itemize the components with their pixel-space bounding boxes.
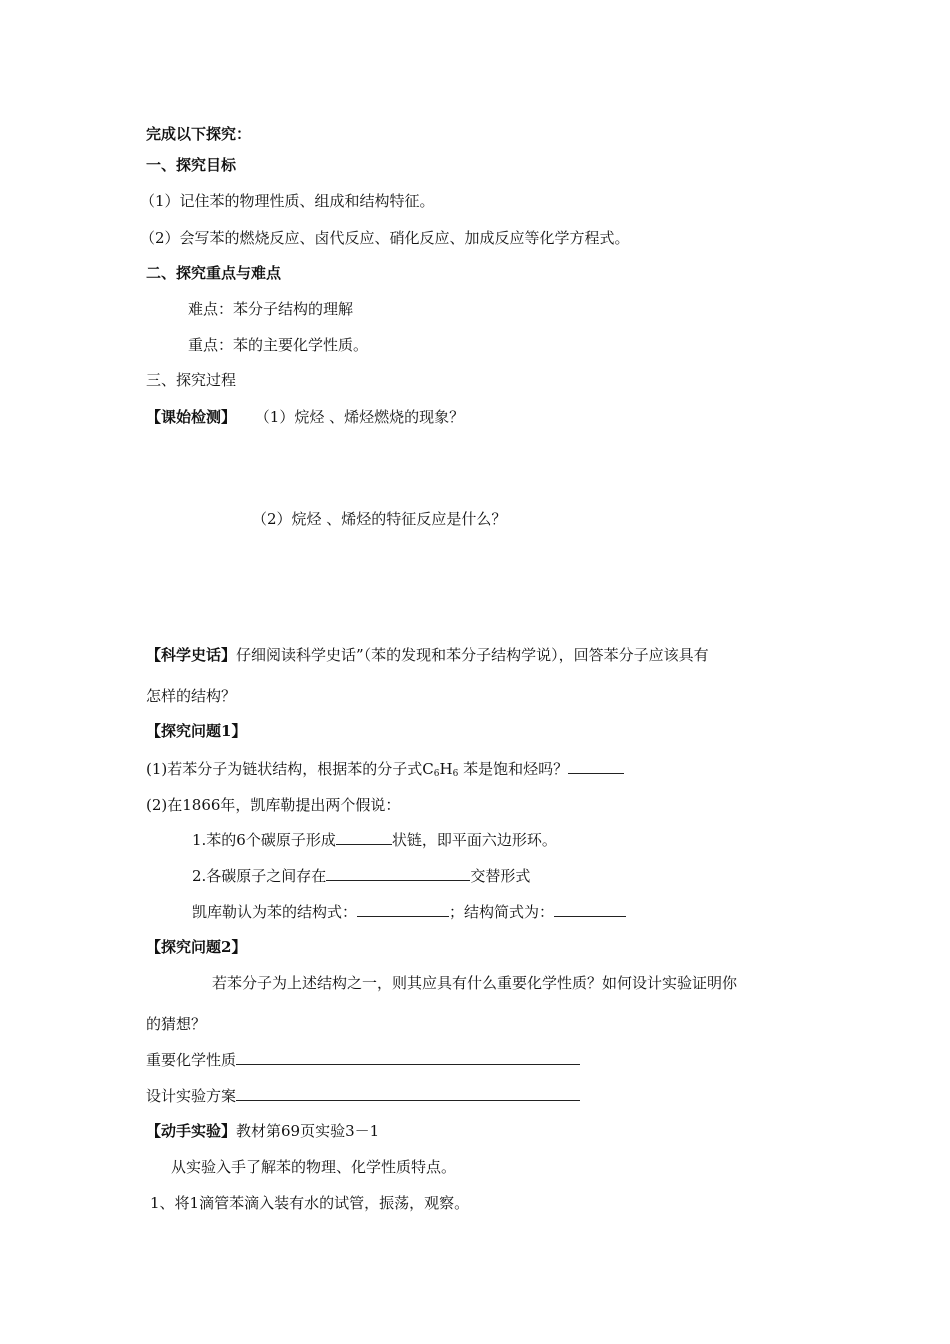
history-text-2: 怎样的结构？ bbox=[146, 687, 237, 705]
q1-text-a: (1)若苯分子为链状结构，根据苯的分子式C bbox=[146, 760, 434, 778]
answer-line-chemical-property[interactable] bbox=[236, 1050, 580, 1065]
hypothesis-1-text-a: 1.苯的6个碳原子形成 bbox=[192, 831, 336, 849]
hypothesis-1 bbox=[192, 830, 557, 850]
section-3-heading: 三、探究过程 bbox=[146, 371, 237, 389]
problem-1-question-2: (2)在1866年，凯库勒提出两个假说： bbox=[146, 796, 401, 814]
q1-subscript-2: 6 bbox=[452, 769, 459, 779]
problem-1-question-1 bbox=[146, 759, 624, 784]
kekule-formula-row bbox=[192, 902, 626, 922]
history-text-1: 仔细阅读科学史话”（苯的发现和苯分子结构学说），回答苯分子应该具有 bbox=[236, 646, 709, 664]
experiment-row bbox=[146, 1121, 379, 1141]
experiment-label: 【动手实验】 bbox=[146, 1122, 237, 1140]
problem-2-text-2: 的猜想？ bbox=[146, 1015, 207, 1033]
check-label: 【课始检测】 bbox=[146, 408, 237, 426]
section-1-heading: 一、探究目标 bbox=[146, 156, 237, 174]
check-row bbox=[146, 407, 464, 427]
hypothesis-2-text-a: 2.各碳原子之间存在 bbox=[192, 867, 327, 885]
goal-item-2: （2）会写苯的燃烧反应、卤代反应、硝化反应、加成反应等化学方程式。 bbox=[140, 229, 630, 247]
problem-2-label: 【探究问题2】 bbox=[146, 938, 247, 956]
check-question-2: （2）烷烃 、烯烃的特征反应是什么？ bbox=[252, 510, 507, 528]
section-2-heading: 二、探究重点与难点 bbox=[146, 264, 282, 282]
q1-text-b: H bbox=[439, 760, 453, 778]
check-question-1: （1）烷烃 、烯烃燃烧的现象？ bbox=[254, 408, 465, 426]
experiment-text-2: 1、将1滴管苯滴入装有水的试管，振荡，观察。 bbox=[150, 1194, 470, 1212]
difficulty-text: 难点：苯分子结构的理解 bbox=[188, 300, 354, 318]
answer-line-experiment-plan[interactable] bbox=[236, 1086, 580, 1101]
hypothesis-2-text-b: 交替形式 bbox=[470, 867, 531, 885]
hypothesis-1-text-b: 状链，即平面六边形环。 bbox=[391, 831, 557, 849]
q1-subscript-1: 6 bbox=[433, 769, 440, 779]
answer-blank-simple-formula[interactable] bbox=[554, 902, 626, 917]
chemical-property-row bbox=[146, 1050, 580, 1070]
chemical-property-label: 重要化学性质 bbox=[146, 1051, 237, 1069]
problem-1-label: 【探究问题1】 bbox=[146, 722, 247, 740]
problem-2-text-1: 若苯分子为上述结构之一，则其应具有什么重要化学性质？如何设计实验证明你 bbox=[212, 974, 738, 992]
hypothesis-2 bbox=[192, 866, 530, 886]
experiment-text-1: 从实验入手了解苯的物理、化学性质特点。 bbox=[171, 1158, 457, 1176]
q1-text-c: 苯是饱和烃吗？ bbox=[458, 760, 569, 778]
intro-heading: 完成以下探究： bbox=[146, 125, 252, 143]
formula-text-a: 凯库勒认为苯的结构式： bbox=[192, 903, 358, 921]
experiment-plan-row bbox=[146, 1086, 580, 1106]
experiment-plan-label: 设计实验方案 bbox=[146, 1087, 237, 1105]
answer-blank-structural-formula[interactable] bbox=[357, 902, 449, 917]
formula-text-b: ；结构简式为： bbox=[449, 903, 555, 921]
history-row bbox=[146, 645, 709, 665]
goal-item-1: （1）记住苯的物理性质、组成和结构特征。 bbox=[140, 192, 435, 210]
experiment-reference: 教材第69页实验3－1 bbox=[236, 1122, 380, 1140]
answer-blank-bonds[interactable] bbox=[326, 866, 470, 881]
answer-blank-saturated[interactable] bbox=[568, 759, 624, 774]
key-point-text: 重点：苯的主要化学性质。 bbox=[188, 336, 369, 354]
answer-blank-ring[interactable] bbox=[336, 830, 392, 845]
history-label: 【科学史话】 bbox=[146, 646, 237, 664]
